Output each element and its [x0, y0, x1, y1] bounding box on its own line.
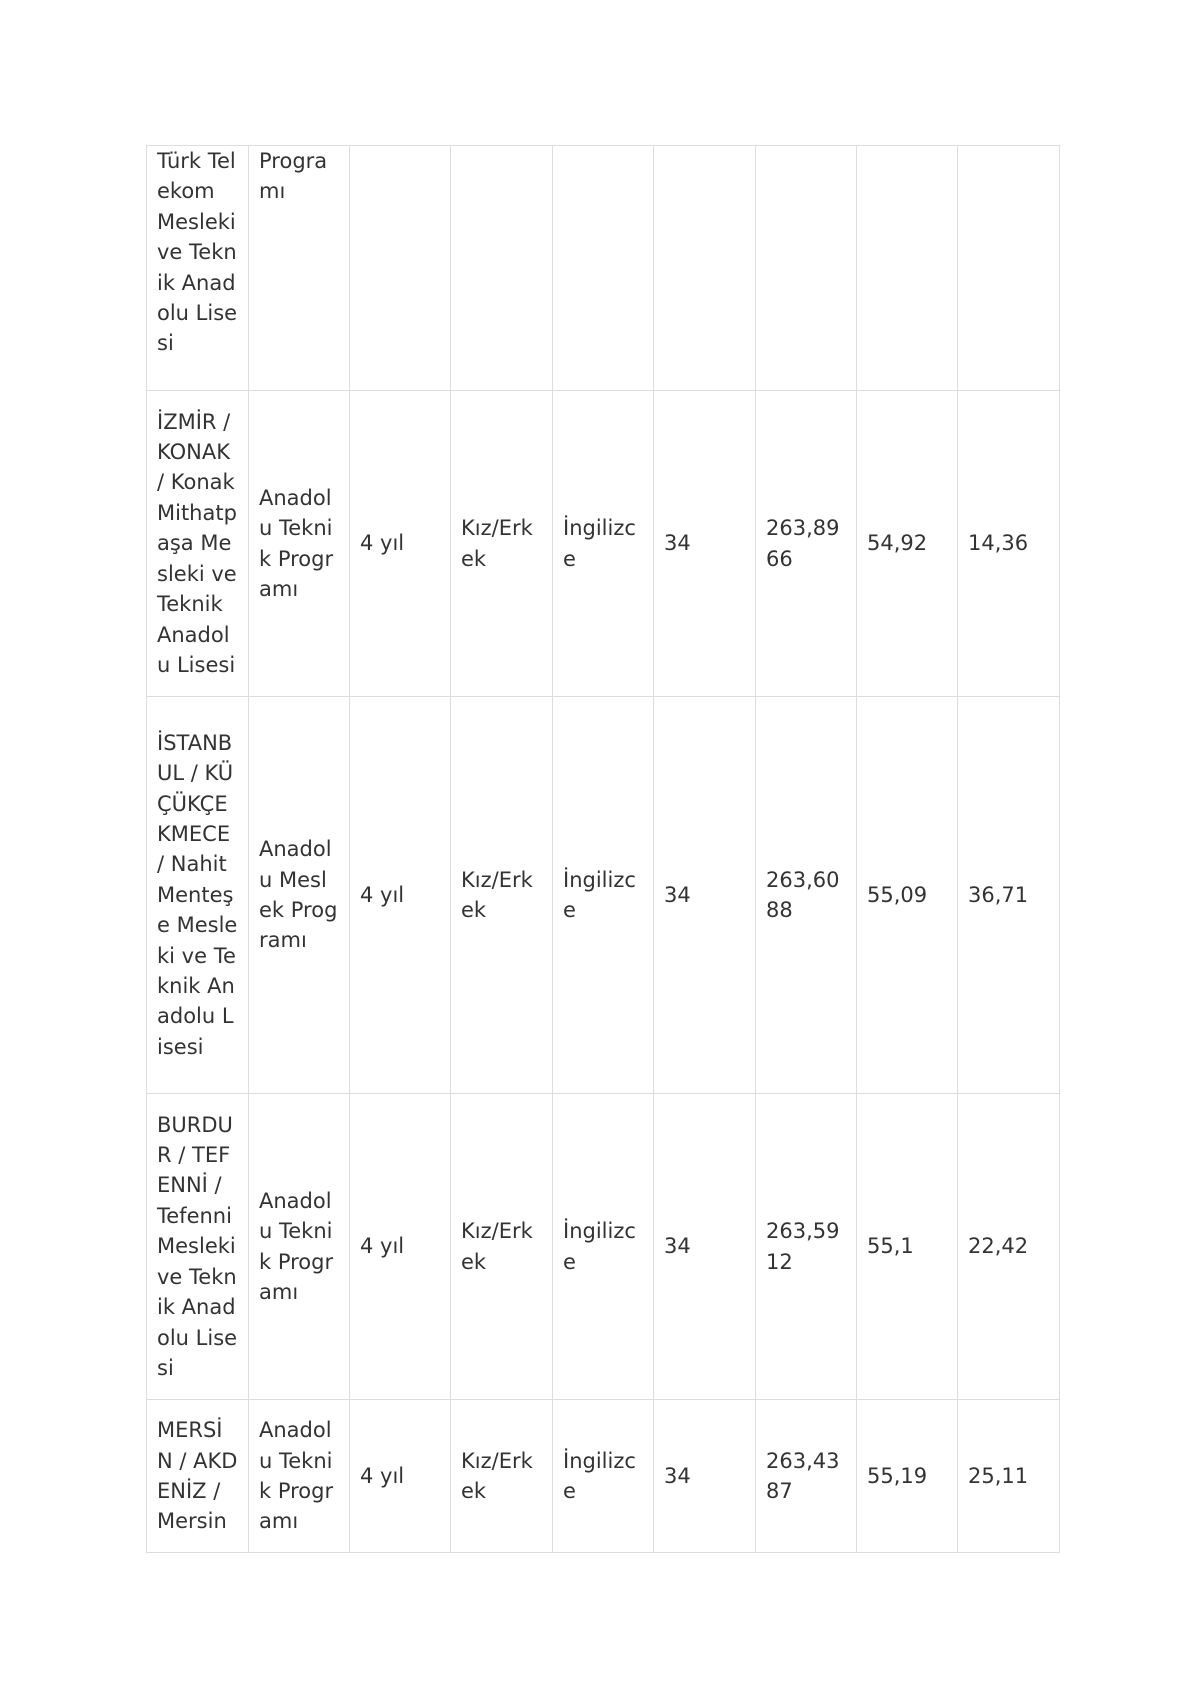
- program-cell: Programı: [249, 146, 350, 391]
- table-row: [147, 146, 1060, 391]
- score-cell: 263,6088: [756, 697, 857, 1094]
- score-cell: 263,8966: [756, 391, 857, 697]
- school-table: [146, 145, 1060, 1553]
- language-cell: İngilizce: [553, 391, 654, 697]
- duration-cell: 4 yıl: [350, 1094, 451, 1400]
- table-row: [147, 1400, 1060, 1553]
- duration-cell: 4 yıl: [350, 391, 451, 697]
- program-cell: Anadolu Teknik Programı: [249, 1400, 350, 1553]
- ratio-cell: [958, 146, 1060, 391]
- language-cell: İngilizce: [553, 697, 654, 1094]
- program-cell: Anadolu Teknik Programı: [249, 391, 350, 697]
- quota-cell: [654, 146, 756, 391]
- school-cell: Türk Telekom Mesleki ve Teknik Anadolu Lisesi: [147, 146, 249, 391]
- percentile-cell: 55,1: [857, 1094, 958, 1400]
- gender-cell: Kız/Erkek: [451, 1094, 553, 1400]
- program-cell: Anadolu Meslek Programı: [249, 697, 350, 1094]
- duration-cell: [350, 146, 451, 391]
- score-cell: [756, 146, 857, 391]
- ratio-cell: 25,11: [958, 1400, 1060, 1553]
- school-cell: İZMİR / KONAK / Konak Mithatpaşa Mesleki ve Teknik Anadolu Lisesi: [147, 391, 249, 697]
- duration-cell: 4 yıl: [350, 1400, 451, 1553]
- ratio-cell: 22,42: [958, 1094, 1060, 1400]
- language-cell: İngilizce: [553, 1094, 654, 1400]
- school-cell: İSTANBUL / KÜÇÜKÇEKMECE / Nahit Menteşe Mesleki ve Teknik Anadolu Lisesi: [147, 697, 249, 1094]
- table-row: [147, 1094, 1060, 1400]
- table-row: [147, 391, 1060, 697]
- language-cell: İngilizce: [553, 1400, 654, 1553]
- quota-cell: 34: [654, 391, 756, 697]
- gender-cell: Kız/Erkek: [451, 697, 553, 1094]
- language-cell: [553, 146, 654, 391]
- gender-cell: Kız/Erkek: [451, 391, 553, 697]
- gender-cell: [451, 146, 553, 391]
- percentile-cell: 55,09: [857, 697, 958, 1094]
- program-cell: Anadolu Teknik Programı: [249, 1094, 350, 1400]
- gender-cell: Kız/Erkek: [451, 1400, 553, 1553]
- percentile-cell: [857, 146, 958, 391]
- school-cell: BURDUR / TEFENNİ / Tefenni Mesleki ve Teknik Anadolu Lisesi: [147, 1094, 249, 1400]
- ratio-cell: 14,36: [958, 391, 1060, 697]
- score-cell: 263,5912: [756, 1094, 857, 1400]
- school-cell: MERSİN / AKDENİZ / Mersin: [147, 1400, 249, 1553]
- duration-cell: 4 yıl: [350, 697, 451, 1094]
- table-row: [147, 697, 1060, 1094]
- percentile-cell: 54,92: [857, 391, 958, 697]
- ratio-cell: 36,71: [958, 697, 1060, 1094]
- quota-cell: 34: [654, 1400, 756, 1553]
- percentile-cell: 55,19: [857, 1400, 958, 1553]
- quota-cell: 34: [654, 1094, 756, 1400]
- quota-cell: 34: [654, 697, 756, 1094]
- score-cell: 263,4387: [756, 1400, 857, 1553]
